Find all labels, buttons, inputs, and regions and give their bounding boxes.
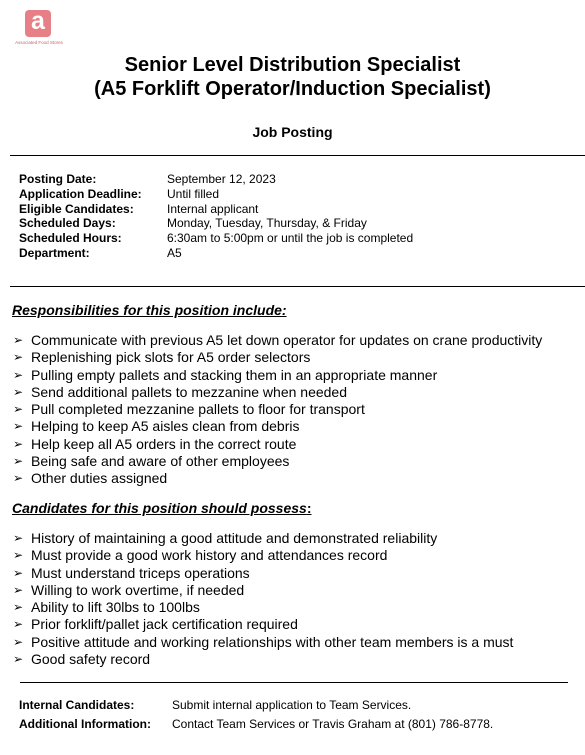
detail-label: Scheduled Hours: bbox=[19, 231, 122, 246]
footer-value: Contact Team Services or Travis Graham at (801) 786-8778. bbox=[172, 717, 494, 731]
arrow-bullet-icon: ➢ bbox=[13, 548, 24, 563]
list-item-text: Willing to work overtime, if needed bbox=[31, 581, 245, 598]
arrow-bullet-icon: ➢ bbox=[13, 531, 24, 545]
list-item bbox=[13, 565, 513, 582]
job-title-line-1: Senior Level Distribution Specialist bbox=[124, 54, 461, 76]
detail-label: Eligible Candidates: bbox=[19, 201, 134, 216]
list-item bbox=[13, 384, 542, 401]
arrow-bullet-icon: ➢ bbox=[13, 565, 24, 580]
divider bbox=[20, 682, 568, 683]
list-item bbox=[13, 530, 513, 547]
list-item bbox=[13, 651, 513, 668]
arrow-bullet-icon: ➢ bbox=[13, 600, 24, 615]
logo-letter: a bbox=[31, 7, 45, 35]
company-logo bbox=[12, 7, 66, 52]
responsibilities-heading bbox=[12, 302, 287, 318]
list-item bbox=[13, 453, 542, 470]
list-item-text: Good safety record bbox=[31, 651, 151, 668]
detail-value: Monday, Tuesday, Thursday, & Friday bbox=[167, 216, 367, 231]
divider bbox=[10, 155, 585, 156]
list-item bbox=[13, 599, 513, 616]
arrow-bullet-icon: ➢ bbox=[13, 384, 24, 399]
footer-row bbox=[19, 715, 493, 734]
detail-value: 6:30am to 5:00pm or until the job is completed bbox=[167, 231, 414, 246]
footer-row bbox=[19, 696, 493, 715]
detail-row bbox=[19, 231, 413, 246]
logo-mark bbox=[25, 7, 51, 37]
detail-label: Scheduled Days: bbox=[19, 216, 116, 231]
footer-value: Submit internal application to Team Services. bbox=[172, 698, 412, 712]
footer-info bbox=[19, 696, 493, 734]
list-item-text: Communicate with previous A5 let down operator for updates on crane productivity bbox=[31, 332, 543, 348]
list-item bbox=[13, 436, 542, 453]
list-item-text: Must understand triceps operations bbox=[31, 564, 250, 581]
list-item bbox=[13, 582, 513, 599]
detail-label: Application Deadline: bbox=[19, 186, 142, 201]
arrow-bullet-icon: ➢ bbox=[13, 617, 24, 632]
list-item bbox=[13, 616, 513, 633]
list-item bbox=[13, 634, 513, 651]
detail-value: Internal applicant bbox=[167, 201, 259, 216]
detail-label: Posting Date: bbox=[19, 172, 97, 186]
arrow-bullet-icon: ➢ bbox=[13, 634, 24, 649]
arrow-bullet-icon: ➢ bbox=[13, 367, 24, 382]
detail-label: Department: bbox=[19, 245, 90, 260]
list-item-text: Helping to keep A5 aisles clean from debris bbox=[31, 418, 300, 435]
list-item-text: Prior forklift/pallet jack certification required bbox=[31, 616, 298, 633]
list-item-text: Positive attitude and working relationships with other team members is a must bbox=[31, 633, 514, 650]
arrow-bullet-icon: ➢ bbox=[13, 436, 24, 451]
list-item bbox=[13, 332, 542, 349]
footer-label: Additional Information: bbox=[19, 717, 151, 731]
list-item bbox=[13, 401, 542, 418]
list-item bbox=[13, 349, 542, 366]
list-item-text: Being safe and aware of other employees bbox=[31, 453, 290, 470]
arrow-bullet-icon: ➢ bbox=[13, 402, 24, 417]
arrow-bullet-icon: ➢ bbox=[13, 419, 24, 434]
footer-label: Internal Candidates: bbox=[19, 698, 135, 712]
detail-row bbox=[19, 202, 413, 217]
qualifications-list bbox=[13, 530, 513, 668]
responsibilities-list bbox=[13, 332, 542, 488]
job-details bbox=[19, 172, 413, 261]
arrow-bullet-icon: ➢ bbox=[13, 582, 24, 597]
divider bbox=[10, 286, 585, 287]
responsibilities-heading-text: Responsibilities for this position include: bbox=[12, 302, 287, 318]
arrow-bullet-icon: ➢ bbox=[13, 652, 24, 667]
list-item bbox=[13, 470, 542, 487]
job-posting-subtitle: Job Posting bbox=[252, 124, 333, 140]
detail-row bbox=[19, 246, 413, 261]
list-item-text: Send additional pallets to mezzanine when needed bbox=[31, 383, 348, 400]
list-item-text: History of maintaining a good attitude and demonstrated reliability bbox=[31, 530, 438, 546]
list-item bbox=[13, 547, 513, 564]
arrow-bullet-icon: ➢ bbox=[13, 454, 24, 469]
detail-row bbox=[19, 187, 413, 202]
arrow-bullet-icon: ➢ bbox=[13, 471, 24, 486]
list-item-text: Ability to lift 30lbs to 100lbs bbox=[31, 599, 200, 616]
logo-text: Associated Food Stores bbox=[15, 40, 63, 45]
qualifications-heading bbox=[12, 500, 312, 516]
arrow-bullet-icon: ➢ bbox=[13, 333, 24, 347]
qualifications-heading-colon: : bbox=[306, 500, 312, 516]
detail-value: Until filled bbox=[167, 186, 220, 201]
detail-value: September 12, 2023 bbox=[167, 172, 276, 186]
list-item-text: Help keep all A5 orders in the correct route bbox=[31, 435, 297, 452]
detail-value: A5 bbox=[167, 245, 182, 260]
arrow-bullet-icon: ➢ bbox=[13, 350, 24, 365]
list-item bbox=[13, 367, 542, 384]
list-item-text: Replenishing pick slots for A5 order selectors bbox=[31, 349, 311, 366]
list-item-text: Must provide a good work history and attendances record bbox=[31, 547, 388, 564]
list-item-text: Pull completed mezzanine pallets to floor for transport bbox=[31, 401, 365, 418]
list-item bbox=[13, 418, 542, 435]
detail-row bbox=[19, 172, 413, 187]
list-item-text: Other duties assigned bbox=[31, 470, 168, 487]
detail-row bbox=[19, 216, 413, 231]
list-item-text: Pulling empty pallets and stacking them in an appropriate manner bbox=[31, 366, 438, 383]
qualifications-heading-text: Candidates for this position should possess bbox=[12, 500, 307, 516]
job-title-line-2: (A5 Forklift Operator/Induction Specialist) bbox=[94, 78, 491, 100]
